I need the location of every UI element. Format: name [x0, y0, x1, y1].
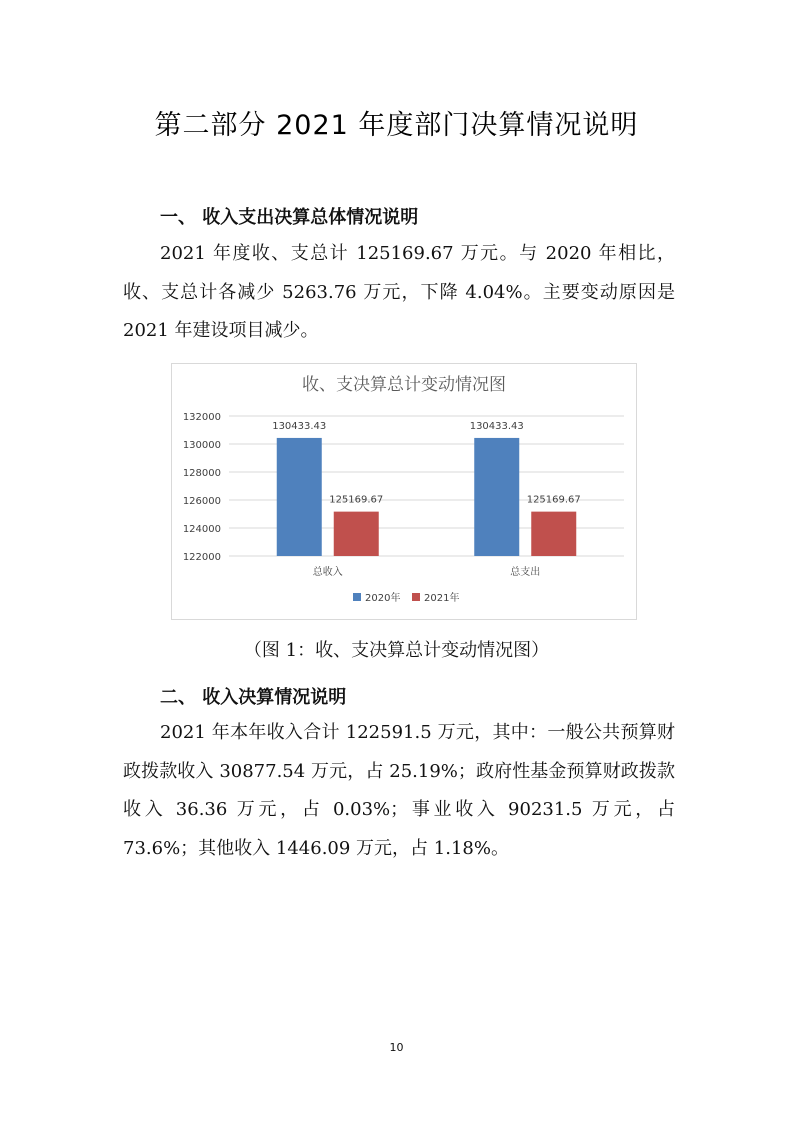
legend-swatch	[412, 593, 420, 601]
bar-2-1	[334, 512, 379, 556]
chart-title: 收、支决算总计变动情况图	[302, 375, 506, 395]
x-tick-label: 总收入	[312, 567, 343, 578]
section1-paragraph: 2021 年度收、支总计 125169.67 万元。与 2020 年相比，收、支总计各减少 5263.76 万元，下降 4.04%。主要变动原因是 2021 年建设项目减少。	[123, 243, 675, 341]
bar-chart-canvas	[172, 364, 636, 619]
bar-1-1	[277, 438, 322, 556]
section2-paragraph: 2021 年本年收入合计 122591.5 万元，其中：一般公共预算财政拨款收入 30877.54 万元，占 25.19%；政府性基金预算财政拨款收入 36.36 万元，占 0.03%；事业收入 90231.5 万元，占 73.6%；其他收入 1446.09 万元，占 1.18%。	[123, 722, 675, 859]
y-tick-label: 126000	[182, 496, 221, 507]
y-tick-label: 128000	[182, 468, 221, 479]
x-tick-label: 总支出	[510, 567, 541, 578]
data-label: 125169.67	[526, 494, 581, 506]
bar-2-2	[531, 512, 576, 556]
y-tick-label: 124000	[182, 524, 221, 535]
legend-label: 2021年	[424, 593, 460, 604]
data-label: 130433.43	[469, 420, 524, 432]
section1-heading: 一、 收入支出决算总体情况说明	[160, 207, 419, 228]
section2-heading: 二、 收入决算情况说明	[160, 687, 347, 708]
bar-chart	[171, 363, 637, 620]
y-tick-label: 122000	[182, 552, 221, 563]
y-tick-label: 130000	[182, 440, 221, 451]
legend-swatch	[353, 593, 361, 601]
data-label: 125169.67	[329, 494, 384, 506]
page-title: 第二部分 2021 年度部门决算情况说明	[154, 110, 639, 141]
y-tick-label: 132000	[182, 412, 221, 423]
data-label: 130433.43	[272, 420, 327, 432]
bar-1-2	[474, 438, 519, 556]
legend-label: 2020年	[365, 593, 401, 604]
page-number: 10	[389, 1041, 404, 1054]
figure-caption: （图 1：收、支决算总计变动情况图）	[243, 640, 550, 661]
